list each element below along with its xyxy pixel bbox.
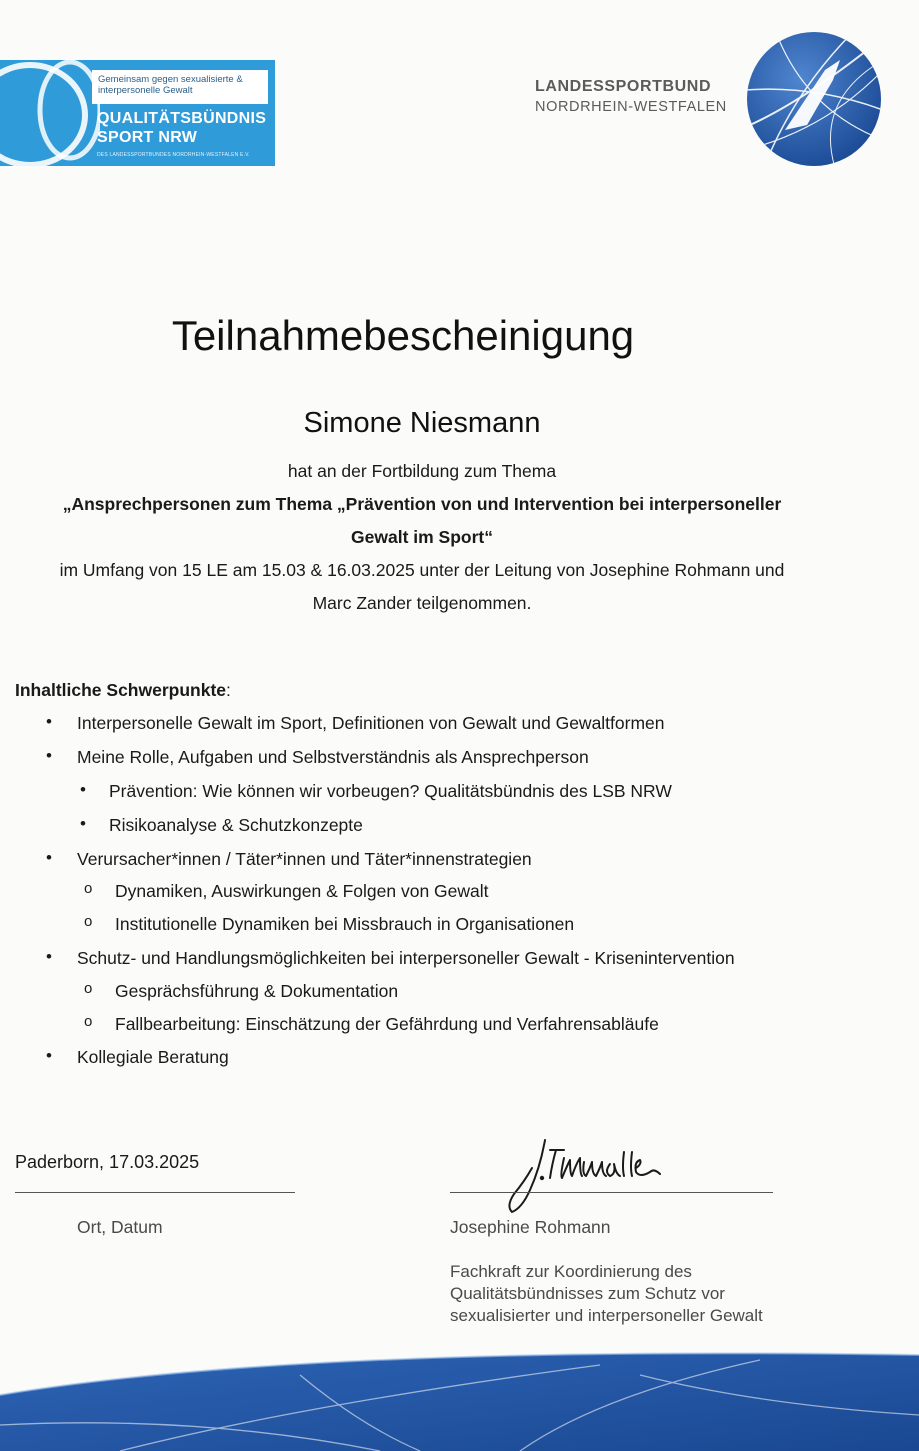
list-bullet: • xyxy=(80,780,86,799)
list-bullet: o xyxy=(84,980,93,997)
list-item: Dynamiken, Auswirkungen & Folgen von Gewalt xyxy=(115,881,489,901)
scope-line-1: im Umfang von 15 LE am 15.03 & 16.03.2025 unter der Leitung von Josephine Rohmann und xyxy=(59,560,785,580)
list-item: Interpersonelle Gewalt im Sport, Definitionen von Gewalt und Gewaltformen xyxy=(77,713,665,733)
list-item: Risikoanalyse & Schutzkonzepte xyxy=(109,815,363,835)
participant-name: Simone Niesmann xyxy=(303,407,541,439)
list-item: Institutionelle Dynamiken bei Missbrauch in Organisationen xyxy=(115,914,575,934)
list-bullet: o xyxy=(84,880,93,897)
handwritten-signature xyxy=(500,1128,680,1218)
logo-name-line1: QUALITÄTSBÜNDNIS xyxy=(97,110,267,127)
list-bullet: • xyxy=(46,746,52,765)
list-item: Gesprächsführung & Dokumentation xyxy=(115,981,399,1001)
scope-line-2: Marc Zander teilgenommen. xyxy=(312,593,532,613)
page-title: Teilnahmebescheinigung xyxy=(171,312,635,359)
lsb-globe-icon xyxy=(745,30,883,168)
signer-role-line2: Qualitätsbündnisses zum Schutz vor xyxy=(450,1284,725,1303)
logo-subline: DES LANDESSPORTBUNDES NORDRHEIN-WESTFALEN E.V. xyxy=(97,152,250,158)
signer-role-line1: Fachkraft zur Koordinierung des xyxy=(450,1262,692,1281)
list-item: Kollegiale Beratung xyxy=(77,1047,229,1067)
list-bullet: • xyxy=(46,947,52,966)
list-item: Fallbearbeitung: Einschätzung der Gefährdung und Verfahrensabläufe xyxy=(115,1014,659,1034)
lsb-logo-line2: NORDRHEIN-WESTFALEN xyxy=(535,99,727,115)
logo-name-line2: SPORT NRW xyxy=(97,129,198,146)
list-bullet: • xyxy=(46,1046,52,1065)
list-bullet: • xyxy=(80,814,86,833)
topics-heading-suffix: : xyxy=(226,680,231,700)
list-bullet: • xyxy=(46,712,52,731)
list-item: Verursacher*innen / Täter*innen und Täter*innenstrategien xyxy=(77,849,532,869)
topics-heading-label: Inhaltliche Schwerpunkte xyxy=(15,680,227,700)
list-bullet: • xyxy=(46,848,52,867)
list-bullet: o xyxy=(84,913,93,930)
signer-role-line3: sexualisierter und interpersoneller Gewalt xyxy=(450,1306,763,1325)
list-item: Prävention: Wie können wir vorbeugen? Qualitätsbündnis des LSB NRW xyxy=(109,781,672,801)
ring-emblem-icon xyxy=(0,60,100,166)
qualitaetsbuendnis-logo xyxy=(0,60,275,166)
place-date-line xyxy=(15,1192,295,1193)
logo-tagline: Gemeinsam gegen sexualisierte & interpersonelle Gewalt xyxy=(92,70,268,104)
place-date-label: Ort, Datum xyxy=(77,1217,163,1237)
list-item: Meine Rolle, Aufgaben und Selbstverständnis als Ansprechperson xyxy=(77,747,589,767)
footer-wave-decoration xyxy=(0,1335,919,1451)
lsb-logo-line1: LANDESSPORTBUND xyxy=(535,78,712,95)
intro-text: hat an der Fortbildung zum Thema xyxy=(287,461,557,481)
signature-line xyxy=(450,1192,773,1193)
list-item: Schutz- und Handlungsmöglichkeiten bei interpersoneller Gewalt - Krisenintervention xyxy=(77,948,735,968)
list-bullet: o xyxy=(84,1013,93,1030)
topic-line-1: „Ansprechpersonen zum Thema „Prävention von und Intervention bei interpersoneller xyxy=(62,494,782,514)
place-date-value: Paderborn, 17.03.2025 xyxy=(15,1152,200,1172)
signer-name: Josephine Rohmann xyxy=(450,1217,611,1237)
topic-line-2: Gewalt im Sport“ xyxy=(351,527,493,547)
topics-heading xyxy=(15,680,231,701)
